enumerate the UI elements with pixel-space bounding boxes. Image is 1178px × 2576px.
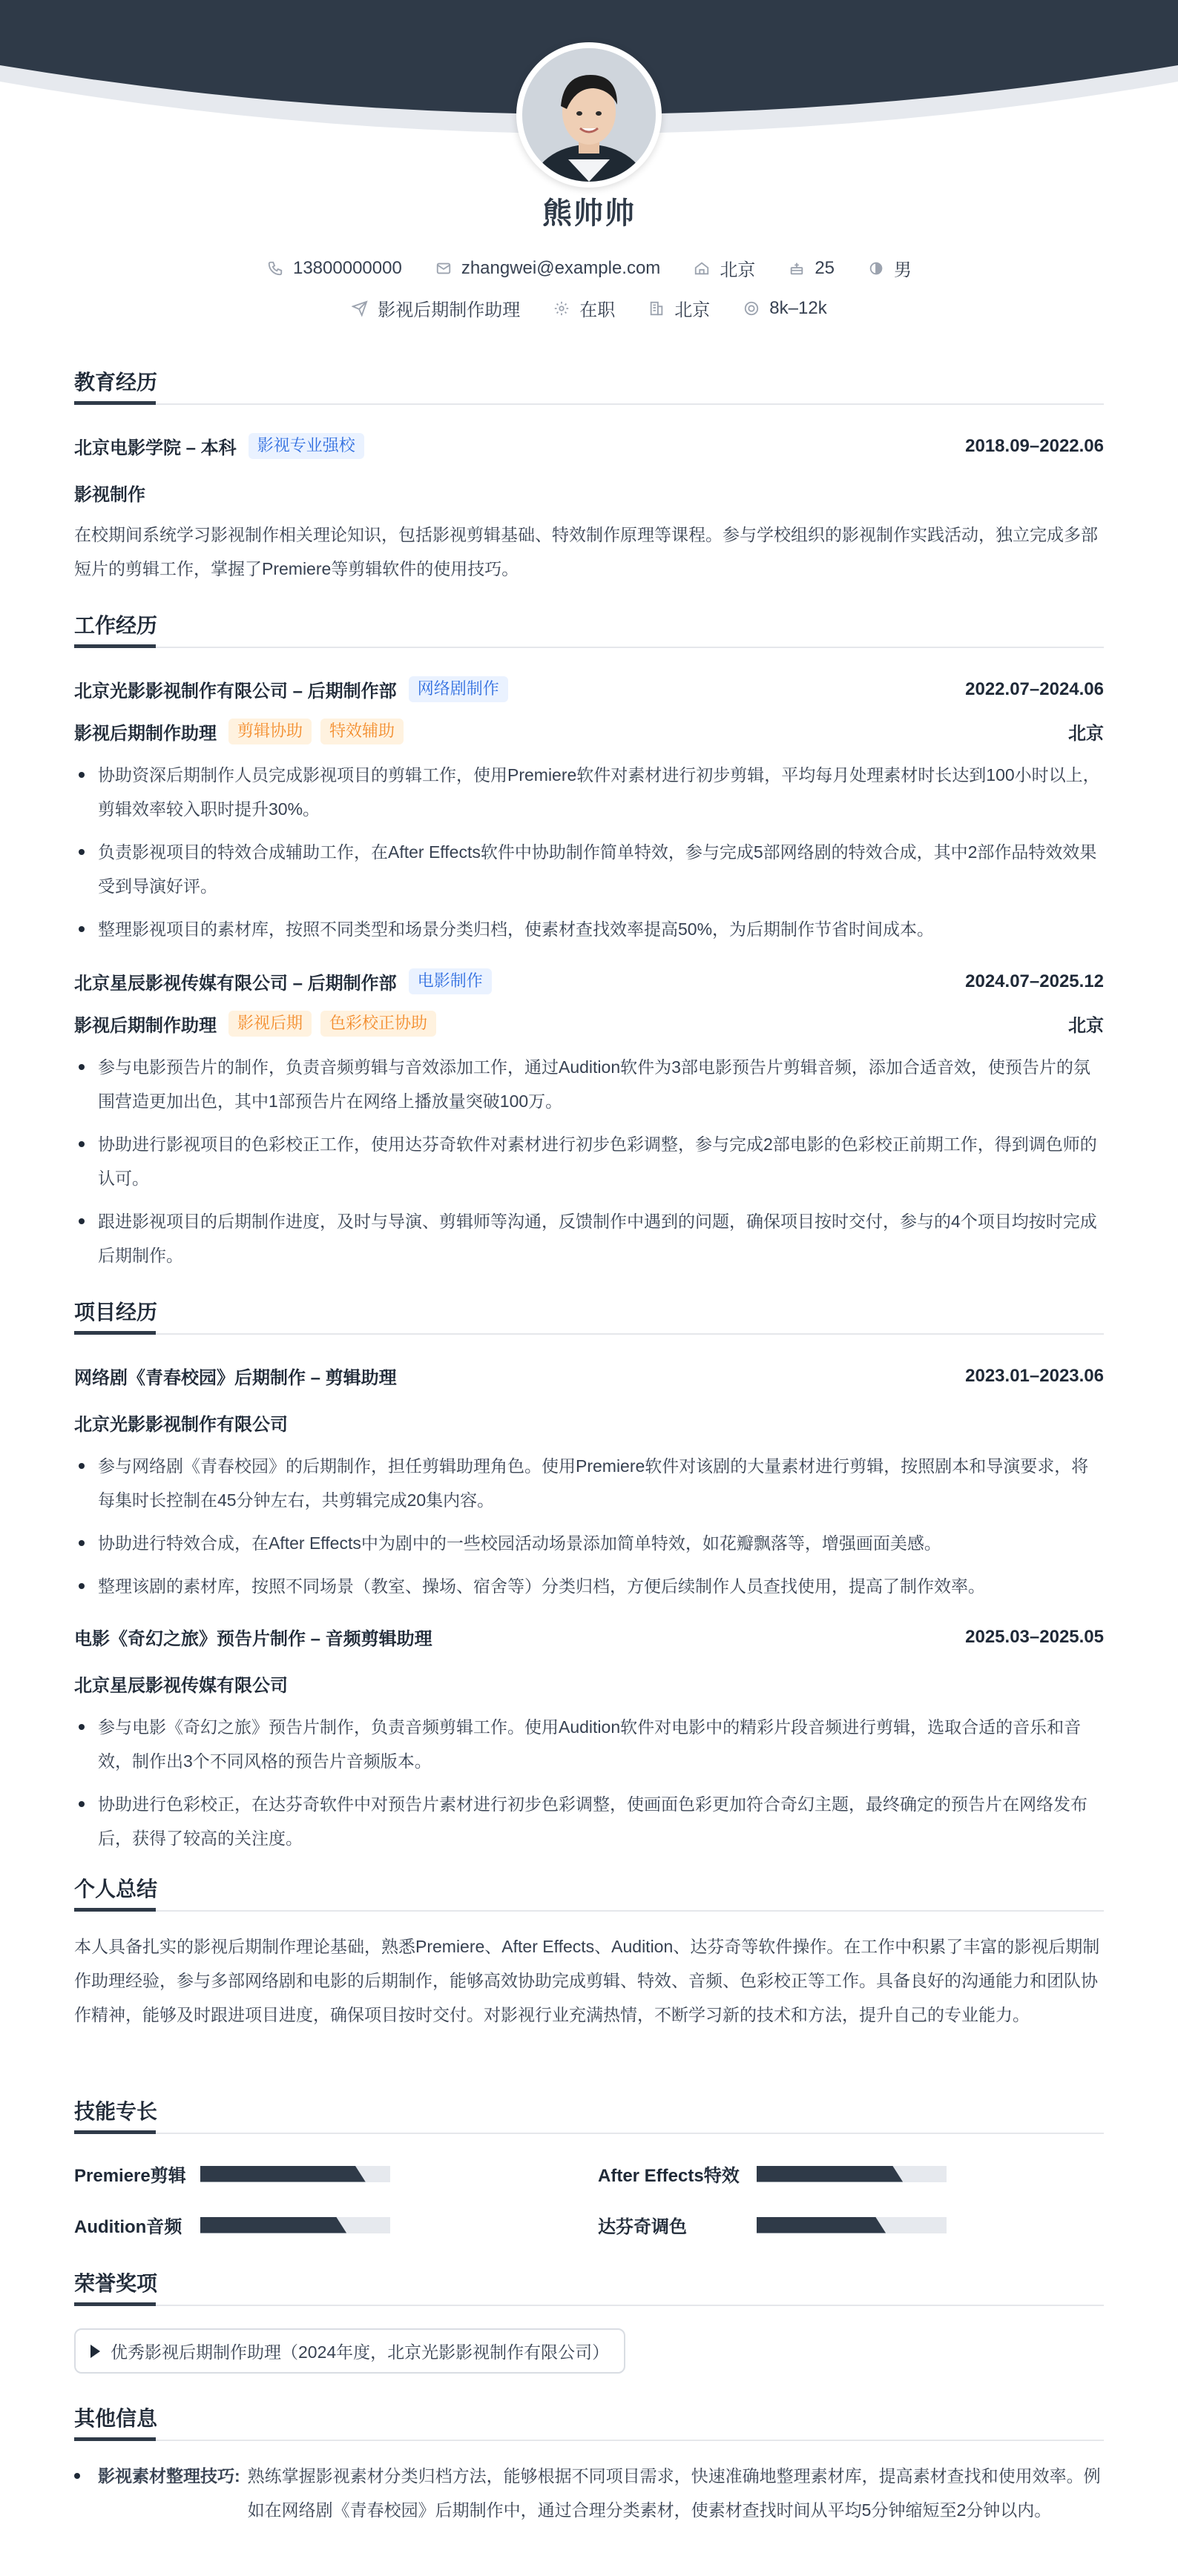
list-item: 跟进影视项目的后期制作进度，及时与导演、剪辑师等沟通，反馈制作中遇到的问题，确保项目按时交付，参与的4个项目均按时完成后期制作。 bbox=[74, 1204, 1104, 1272]
project-company: 北京星辰影视传媒有限公司 bbox=[74, 1676, 288, 1696]
section-title-honors: 荣誉奖项 bbox=[74, 2268, 1104, 2306]
list-item: 协助进行影视项目的色彩校正工作，使用达芬奇软件对素材进行初步色彩调整，参与完成2部电影的色彩校正前期工作，得到调色师的认可。 bbox=[74, 1127, 1104, 1195]
home-icon bbox=[693, 260, 711, 277]
honor-text: 优秀影视后期制作助理（2024年度，北京光影影视制作有限公司） bbox=[111, 2342, 610, 2362]
education-header bbox=[74, 433, 1104, 459]
city-item bbox=[693, 255, 755, 281]
list-item: 整理影视项目的素材库，按照不同类型和场景分类归档，使素材查找效率提高50%，为后期制作节省时间成本。 bbox=[74, 912, 1104, 946]
honors-list bbox=[74, 2328, 1104, 2374]
coin-icon bbox=[743, 300, 760, 317]
salary-item bbox=[743, 298, 826, 319]
other-section bbox=[74, 2402, 1104, 2527]
project-title: 网络剧《青春校园》后期制作 – 剪辑助理 bbox=[74, 1368, 397, 1388]
skill-bar bbox=[757, 2166, 947, 2182]
status-text: 在职 bbox=[579, 300, 616, 320]
list-item: 负责影视项目的特效合成辅助工作，在After Effects软件中协助制作简单特效，参与完成5部网络剧的特效合成，其中2部作品特效效果受到导演好评。 bbox=[74, 835, 1104, 903]
honor-item[interactable] bbox=[74, 2328, 625, 2374]
project-header bbox=[74, 1363, 1104, 1389]
other-value: 熟练掌握影视素材分类归档方法，能够根据不同项目需求，快速准确地整理素材库，提高素材查找和使用效率。例如在网络剧《青春校园》后期制作中，通过合理分类素材，使素材查找时间从平均5分钟缩短至2分钟以内。 bbox=[247, 2466, 1101, 2520]
contact-row bbox=[0, 255, 1178, 281]
project-bullets bbox=[74, 1449, 1104, 1603]
project-bullets bbox=[74, 1710, 1104, 1855]
role-tag: 影视后期 bbox=[228, 1011, 312, 1036]
phone-item bbox=[266, 258, 402, 279]
work-date: 2022.07–2024.06 bbox=[965, 678, 1104, 699]
education-major: 影视制作 bbox=[74, 485, 145, 505]
other-key: 影视素材整理技巧: bbox=[98, 2466, 240, 2486]
age-text: 25 bbox=[815, 257, 835, 278]
skills-section bbox=[74, 2096, 1104, 2238]
education-school-line bbox=[74, 433, 364, 459]
work-date: 2024.07–2025.12 bbox=[965, 971, 1104, 991]
skill-bar-fill bbox=[200, 2217, 346, 2233]
work-company-line bbox=[74, 968, 492, 994]
skill-item bbox=[74, 2212, 598, 2238]
list-item: 参与电影《奇幻之旅》预告片制作，负责音频剪辑工作。使用Audition软件对电影中的精彩片段音频进行剪辑，选取合适的音乐和音效，制作出3个不同风格的预告片音频版本。 bbox=[74, 1710, 1104, 1778]
send-icon bbox=[351, 300, 369, 317]
work-city: 北京 bbox=[1068, 1016, 1104, 1036]
skill-bar bbox=[200, 2166, 390, 2182]
gender-text: 男 bbox=[894, 260, 912, 280]
education-school: 北京电影学院 – 本科 bbox=[74, 438, 237, 458]
list-item: 整理该剧的素材库，按照不同场景（教室、操场、宿舍等）分类归档，方便后续制作人员查找使用，提高了制作效率。 bbox=[74, 1569, 1104, 1603]
skill-name: 达芬奇调色 bbox=[598, 2217, 687, 2237]
mail-icon bbox=[435, 260, 453, 277]
project-header bbox=[74, 1624, 1104, 1650]
education-tag: 影视专业强校 bbox=[249, 433, 364, 458]
skills-grid bbox=[74, 2161, 1104, 2238]
projects-section bbox=[74, 1296, 1104, 1864]
target-city-text: 北京 bbox=[674, 300, 711, 320]
job-target-text: 影视后期制作助理 bbox=[378, 300, 521, 320]
skill-item bbox=[598, 2212, 1104, 2238]
project-company: 北京光影影视制作有限公司 bbox=[74, 1415, 288, 1435]
avatar bbox=[516, 42, 662, 188]
skill-bar-fill bbox=[757, 2166, 903, 2182]
section-title-other: 其他信息 bbox=[74, 2402, 1104, 2441]
work-role-line bbox=[74, 719, 404, 744]
section-title-projects: 项目经历 bbox=[74, 1296, 1104, 1335]
skill-item bbox=[74, 2161, 598, 2187]
list-item: 协助进行特效合成，在After Effects中为剧中的一些校园活动场景添加简单特效，如花瓣飘落等，增强画面美感。 bbox=[74, 1526, 1104, 1560]
phone-text: 13800000000 bbox=[292, 257, 402, 278]
job-target-item bbox=[351, 295, 520, 321]
list-item: 参与电影预告片的制作，负责音频剪辑与音效添加工作，通过Audition软件为3部电影预告片剪辑音频，添加合适音效，使预告片的氛围营造更加出色，其中1部预告片在网络上播放量突破100万。 bbox=[74, 1050, 1104, 1118]
work-header bbox=[74, 968, 1104, 994]
role-tag: 剪辑协助 bbox=[228, 719, 312, 744]
email-item bbox=[435, 258, 661, 279]
section-title-summary: 个人总结 bbox=[74, 1873, 1104, 1912]
list-item: 参与网络剧《青春校园》的后期制作，担任剪辑助理角色。使用Premiere软件对该剧的大量素材进行剪辑，按照剧本和导演要求，将每集时长控制在45分钟左右，共剪辑完成20集内容。 bbox=[74, 1449, 1104, 1517]
other-item bbox=[74, 2459, 1104, 2527]
work-role-row bbox=[74, 1011, 1104, 1037]
education-date: 2018.09–2022.06 bbox=[965, 435, 1104, 456]
work-bullets bbox=[74, 1050, 1104, 1272]
list-item: 协助资深后期制作人员完成影视项目的剪辑工作，使用Premiere软件对素材进行初步剪辑，平均每月处理素材时长达到100小时以上，剪辑效率较入职时提升30%。 bbox=[74, 758, 1104, 826]
education-section bbox=[74, 366, 1104, 586]
work-role-row bbox=[74, 719, 1104, 744]
candidate-name: 熊帅帅 bbox=[542, 197, 636, 230]
work-role: 影视后期制作助理 bbox=[74, 1016, 217, 1036]
work-company: 北京光影影视制作有限公司 – 后期制作部 bbox=[74, 681, 397, 701]
work-bullets bbox=[74, 758, 1104, 946]
skill-item bbox=[598, 2161, 1104, 2187]
skill-bar-fill bbox=[200, 2166, 366, 2182]
project-title: 电影《奇幻之旅》预告片制作 – 音频剪辑助理 bbox=[74, 1629, 432, 1649]
phone-icon bbox=[266, 260, 284, 277]
avatar-photo bbox=[522, 48, 656, 182]
building-icon bbox=[648, 300, 665, 317]
summary-text: 本人具备扎实的影视后期制作理论基础，熟悉Premiere、After Effects、Audition、达芬奇等软件操作。在工作中积累了丰富的影视后期制作助理经验，参与多部网络剧和电影的后期制作，能够高效协助完成剪辑、特效、音频、色彩校正等工作。具备良好的沟通能力和团队协作精神，能够及时跟进项目进度，确保项目按时交付。对影视行业充满热情，不断学习新的技术和方法，提升自己的专业能力。 bbox=[74, 1937, 1100, 2024]
summary-section bbox=[74, 1873, 1104, 2032]
work-section bbox=[74, 610, 1104, 1281]
work-city: 北京 bbox=[1068, 724, 1104, 744]
work-tag: 电影制作 bbox=[409, 968, 492, 994]
skill-name: Premiere剪辑 bbox=[74, 2166, 186, 2186]
section-title-skills: 技能专长 bbox=[74, 2096, 1104, 2134]
work-role: 影视后期制作助理 bbox=[74, 724, 217, 744]
work-role-line bbox=[74, 1011, 436, 1037]
skill-bar-fill bbox=[757, 2217, 886, 2233]
gear-icon bbox=[553, 300, 570, 317]
role-tag: 特效辅助 bbox=[320, 719, 404, 744]
honors-section bbox=[74, 2268, 1104, 2374]
status-item bbox=[553, 295, 615, 321]
skill-name: Audition音频 bbox=[74, 2217, 182, 2237]
section-title-work: 工作经历 bbox=[74, 610, 1104, 648]
email-text: zhangwei@example.com bbox=[461, 257, 661, 278]
age-item bbox=[788, 258, 835, 279]
skill-name: After Effects特效 bbox=[598, 2166, 740, 2186]
project-date: 2023.01–2023.06 bbox=[965, 1365, 1104, 1386]
gender-item bbox=[867, 255, 912, 281]
work-tag: 网络剧制作 bbox=[409, 676, 508, 701]
cake-icon bbox=[788, 260, 806, 277]
triangle-right-icon bbox=[91, 2345, 100, 2358]
bullet-icon bbox=[74, 2473, 80, 2479]
job-intent-row bbox=[0, 295, 1178, 321]
education-desc: 在校期间系统学习影视制作相关理论知识，包括影视剪辑基础、特效制作原理等课程。参与学校组织的影视制作实践活动，独立完成多部短片的剪辑工作，掌握了Premiere等剪辑软件的使用技巧。 bbox=[74, 525, 1098, 578]
target-city-item bbox=[648, 295, 710, 321]
skill-bar bbox=[200, 2217, 390, 2233]
work-header bbox=[74, 676, 1104, 702]
work-company-line bbox=[74, 676, 508, 702]
project-date: 2025.03–2025.05 bbox=[965, 1626, 1104, 1647]
role-tag: 色彩校正协助 bbox=[320, 1011, 436, 1036]
city-text: 北京 bbox=[720, 260, 756, 280]
list-item: 协助进行色彩校正，在达芬奇软件中对预告片素材进行初步色彩调整，使画面色彩更加符合奇幻主题，最终确定的预告片在网络发布后，获得了较高的关注度。 bbox=[74, 1787, 1104, 1855]
section-title-education: 教育经历 bbox=[74, 366, 1104, 405]
gender-icon bbox=[867, 260, 885, 277]
skill-bar bbox=[757, 2217, 947, 2233]
work-company: 北京星辰影视传媒有限公司 – 后期制作部 bbox=[74, 974, 397, 994]
salary-text: 8k–12k bbox=[769, 297, 827, 318]
